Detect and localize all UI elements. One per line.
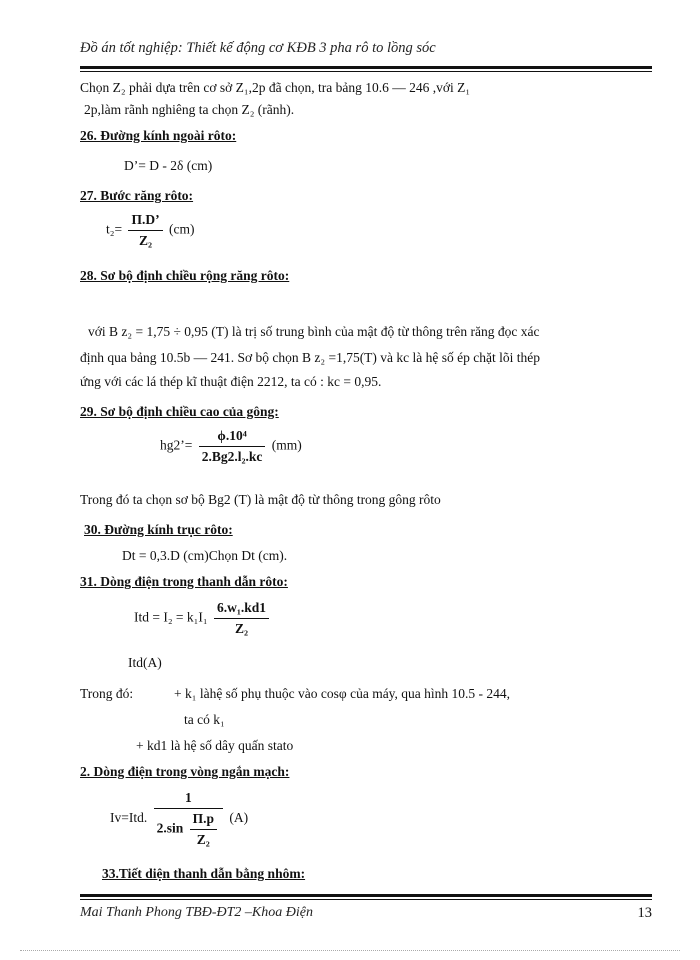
section-29-fraction — [199, 428, 266, 465]
page-header: Đồ án tốt nghiệp: Thiết kế động cơ KĐB 3 pha rô to lồng sóc — [80, 40, 436, 56]
intro-line-2: 2p,làm rãnh nghiêng ta chọn Z₂ (rãnh). — [84, 102, 295, 117]
section-31-formula — [134, 600, 272, 637]
footer-author: Mai Thanh Phong TBĐ-ĐT2 –Khoa Điện — [80, 905, 313, 920]
section-27-fraction — [128, 212, 162, 249]
section-31-numerator: 6.w₁.kd1 — [216, 600, 267, 615]
section-32-formula — [110, 790, 248, 848]
section-31-fraction — [214, 600, 269, 637]
section-31-lhs: Itd = I₂ = k₁I₁ — [134, 609, 208, 625]
section-29-unit: (mm) — [271, 437, 302, 453]
section-29-denominator: 2.Bg2.l₂.kc — [199, 446, 266, 465]
section-27-heading: 27. Bước răng rôto: — [80, 188, 194, 203]
footer-rule-thin — [80, 899, 652, 900]
section-30-heading: 30. Đường kính trục rôto: — [84, 522, 233, 537]
section-29-formula — [160, 428, 302, 465]
section-32-unit: (A) — [229, 810, 249, 826]
section-27-numerator: Π.D’ — [131, 212, 160, 227]
header-rule-thick — [80, 66, 652, 69]
section-26-formula: D’= D - 2δ (cm) — [124, 158, 213, 173]
section-31-where-2: ta có k₁ — [184, 712, 225, 727]
footer-rule-thick — [80, 894, 652, 897]
section-29-numerator: ϕ.10⁴ — [217, 428, 247, 443]
section-28-para-2: định qua bảng 10.5b — 241. Sơ bộ chọn B z₂ =1,75(T) và kc là hệ số ép chặt lõi thép — [80, 350, 540, 365]
section-27-unit: (cm) — [168, 221, 195, 237]
page-number: 13 — [637, 905, 652, 921]
section-26-heading: 26. Đường kính ngoài rôto: — [80, 128, 237, 143]
section-27-denominator: Z₂ — [128, 230, 162, 249]
section-27-formula — [106, 212, 194, 249]
section-29-note: Trong đó ta chọn sơ bộ Bg2 (T) là mật độ từ thông trong gông rôto — [80, 492, 441, 507]
page-bottom-border — [20, 950, 680, 951]
section-32-fraction — [154, 790, 223, 848]
section-29-lhs: hg2’= — [160, 437, 193, 453]
section-32-inner-fraction — [190, 811, 217, 848]
section-29-heading: 29. Sơ bộ định chiều cao của gông: — [80, 404, 279, 419]
section-32-lhs: Iv=Itd. — [110, 810, 148, 826]
section-28-para-1: với B z₂ = 1,75 ÷ 0,95 (T) là trị số trung bình của mật độ từ thông trên răng đọc xác — [88, 324, 540, 339]
section-33-heading: 33.Tiết diện thanh dẫn bằng nhôm: — [102, 866, 306, 881]
section-31-where-label: Trong đó: — [80, 686, 134, 701]
intro-line-1: Chọn Z₂ phải dựa trên cơ sở Z₁,2p đã chọn, tra bảng 10.6 — 246 ,với Z₁ — [80, 80, 471, 95]
section-32-inner-denominator: Z₂ — [190, 829, 217, 848]
section-32-denominator — [154, 808, 223, 848]
section-28-para-3: ứng với các lá thép kĩ thuật điện 2212, ta có : kc = 0,95. — [80, 374, 382, 389]
section-31-denominator: Z₂ — [214, 618, 269, 637]
section-32-inner-numerator: Π.p — [192, 811, 215, 826]
section-28-heading: 28. Sơ bộ định chiều rộng răng rôto: — [80, 268, 290, 283]
section-31-heading: 31. Dòng điện trong thanh dẫn rôto: — [80, 574, 288, 589]
section-31-where-3: + kd1 là hệ số dây quấn stato — [136, 738, 294, 753]
section-32-numerator: 1 — [184, 790, 192, 805]
section-27-lhs: t₂= — [106, 221, 123, 237]
header-rule-thin — [80, 71, 652, 72]
section-31-result: Itd(A) — [128, 655, 162, 670]
section-31-where-1: + k₁ làhệ số phụ thuộc vào cosφ của máy, qua hình 10.5 - 244, — [174, 686, 511, 701]
section-30-formula: Dt = 0,3.D (cm)Chọn Dt (cm). — [122, 548, 288, 563]
section-32-denominator-prefix: 2.sin — [156, 820, 184, 836]
section-32-heading: 2. Dòng điện trong vòng ngắn mạch: — [80, 764, 290, 779]
